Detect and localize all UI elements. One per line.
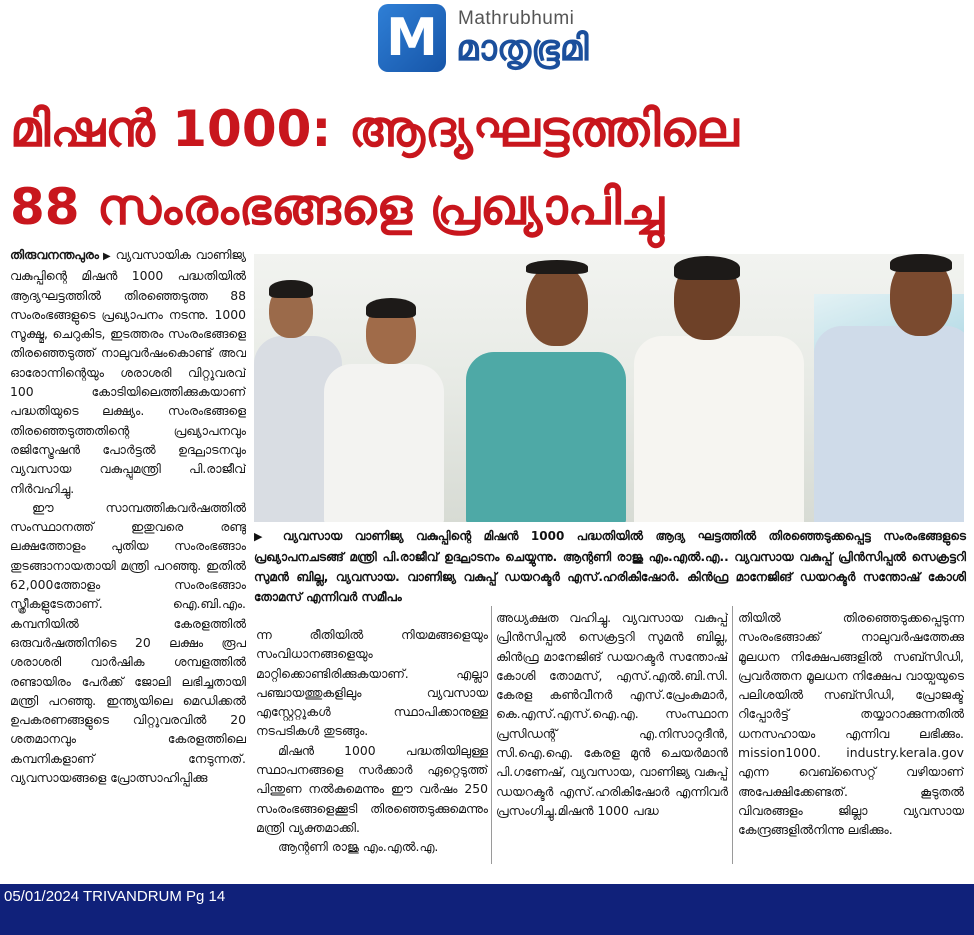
article-paragraph: ന്ന രീതിയിൽ നിയമങ്ങളെയും സംവിധാനങ്ങളെയും മാറ്റിക്കൊണ്ടിരിക്കുകയാണ്. എല്ലാ പഞ്ചായത്തുകളിലും വ്യവസായ എസ്റ്റേറ്റുകൾ സ്ഥാപിക്കാനുള്ള നടപടികൾ തുടങ്ങും. — [256, 627, 488, 739]
photo-caption — [254, 526, 966, 607]
caption-play-icon: ▶ — [254, 530, 283, 543]
headline — [10, 90, 960, 246]
article-column-1 — [10, 245, 246, 865]
article-paragraph: ആന്റണി രാജു എം.എൽ.എ. — [278, 839, 439, 855]
logo-malayalam-wordmark: മാതൃഭൂമി — [456, 28, 589, 69]
article-paragraph: തിയിൽ തിരഞ്ഞെടുക്കപ്പെടുന്ന സംരംഭങ്ങ‌ാക്ക് നാലുവർഷത്തേക്കു മൂലധന നിക്ഷേപങ്ങളിൽ സബ്സിഡി, പ്രവർത്തന മൂലധന നിക്ഷേപ വായ്പയുടെ പലിശയിൽ സബ്സിഡി, പ്രോജക്ട് റിപ്പോർട്ട് തയ്യാറാക്കുന്നതിൽ ധനസഹായം എന്നിവ ലഭിക്കും. mission1000. industry.kerala.gov എന്ന വെബ്സൈറ്റ് വഴിയാണ് അപേക്ഷിക്കേണ്ടത്. കൂടുതൽ വിവരങ്ങളം ജില്ലാ വ്യവസായ കേന്ദ്രങ്ങളിൽനിന്നു ലഭിക്കും. — [738, 610, 964, 838]
article-column-4 — [738, 608, 964, 865]
column-divider — [491, 606, 492, 864]
paragraph-text: വ്യവസായിക വാണിജ്യ വകുപ്പിന്റെ മിഷൻ 1000 പദ്ധതിയിൽ ആദ്യഘട്ടത്തിൽ തിരഞ്ഞെടുത്ത 88 സംരംഭങ്ങളുടെ പ്രഖ്യാപനം നടന്നു. 1000 സൂക്ഷ്മ, ചെറുകിട, ഇടത്തരം സംരംഭങ്ങളെ തിരഞ്ഞെടുത്ത് നാലുവർഷംകൊണ്ട് അവ ഓരോന്നിന്റെയും ശരാശരി വിറ്റുവരവ് 100 കോടിയിലെത്തിക്കുകയാണ് പദ്ധതിയുടെ ലക്ഷ്യം. സംരംഭങ്ങളെ തിരഞ്ഞെടുത്തതിന്റെ പ്രഖ്യാപനവും രജിസ്ട്രേഷൻ പോർട്ടൽ ഉദ്ഘാടനവും വ്യവസായ വകുപ്പുമന്ത്രി പി.രാജീവ് നിർവഹിച്ചു. — [10, 247, 246, 496]
caption-text: വ്യവസായ വാണിജ്യ വകുപ്പിന്റെ മിഷൻ 1000 പദ്ധതിയിൽ ആദ്യ ഘട്ടത്തിൽ തിരഞ്ഞെടുക്കപ്പെട്ട സംരംഭങ്ങളുടെ പ്രഖ്യാപനചടങ്ങ് മന്ത്രി പി.രാജീവ് ഉദ്ഘാടനം ചെയ്യുന്നു. ആന്റണി രാജു എം.എൽ.എ.. വ്യവസായ വകുപ്പ് പ്രിൻസിപ്പൽ സെക്രട്ടറി സുമൻ ബില്ല, വ്യവസായ. വാണിജ്യ വകുപ്പ് ഡയറക്ടർ എസ്.ഹരികിഷോർ. കിൻഫ്ര മാനേജിങ് ഡയറക്ടർ സന്തോഷ് കോശി തോമസ് എന്നിവർ സമീപം — [254, 529, 966, 604]
article-paragraph — [10, 245, 246, 498]
article-column-3 — [496, 608, 728, 865]
article-column-2 — [256, 625, 488, 865]
article-paragraph: മിഷൻ 1000 പദ്ധതിയിലുള്ള സ്ഥാപനങ്ങളെ സർക്കാർ ഏറ്റെടുത്ത് പിന്തുണ നൽകുമെന്നും ഈ വർഷം 250 സംരംഭങ്ങളെക്കൂടി തിരഞ്ഞെടുക്കുമെന്നും മന്ത്രി വ്യക്തമാക്കി. — [256, 742, 488, 835]
logo-english-wordmark: Mathrubhumi — [458, 8, 575, 29]
article-paragraph: അധ്യക്ഷത വഹിച്ചു. വ്യവസായ വകുപ്പ് പ്രിൻസിപ്പൽ സെക്രട്ടറി സുമൻ ബില്ല, കിൻഫ്ര മാനേജിങ് ഡയറക്ടർ സന്തോഷ് കോശി തോമസ്, എസ്.എൽ.ബി.സി. കേരള കൺവീനർ എസ്.പ്രേംകുമാർ, കെ.എസ്.എസ്.ഐ.എ. സംസ്ഥാന പ്രസിഡന്റ് എ.നിസാറുദീൻ, സി.ഐ.ഐ. കേരള മുൻ ചെയർമാൻ പി.ഗണേഷ്, വ്യവസായ, വാണിജ്യ വകുപ്പ് ഡയറക്ടർ എസ്.ഹരികിഷോർ എന്നിവർ പ്രസംഗിച്ചു.മിഷൻ 1000 പദ്ധ — [496, 610, 728, 818]
headline-line-2: 88 സംരംഭങ്ങളെ പ്രഖ്യാപിച്ചു — [10, 178, 664, 236]
edition-date-page: 05/01/2024 TRIVANDRUM Pg 14 — [4, 888, 226, 905]
mathrubhumi-logo — [378, 4, 668, 76]
headline-line-1: മിഷൻ 1000: ആദ്യഘട്ടത്തിലെ — [10, 100, 739, 158]
dateline: തിരുവനന്തപുരം — [10, 247, 99, 262]
masthead — [0, 0, 974, 82]
logo-m-icon: M — [378, 4, 446, 72]
edition-footer — [0, 884, 974, 935]
column-divider — [732, 606, 733, 864]
dateline-arrow-icon: ▶ — [98, 251, 116, 262]
article-paragraph: ഈ സാമ്പത്തികവർഷത്തിൽ സംസ്ഥാനത്ത് ഇതുവരെ രണ്ടു ലക്ഷത്തോളം പുതിയ സംരംഭങ്ങ‌ാം തുടങ്ങാനായതായി മന്ത്രി പറഞ്ഞു. ഇതിൽ 62,000ത്തോളം സംരംഭങ്ങ‌ാം സ്ത്രീകളുടേതാണ്. ഐ.ബി.എം. കമ്പനിയിൽ കേരളത്തിൽ ഒരുവർഷത്തിനിടെ 20 ലക്ഷം രൂപ ശരാശരി വാർഷിക ശമ്പളത്തിൽ രണ്ടായിരം പേർക്ക് ജോലി ലഭിച്ചതായി മന്ത്രി പറഞ്ഞു. ഇന്ത്യയിലെ മെഡിക്കൽ ഉപകരണങ്ങളുടെ വിറ്റുവരവിൽ 20 ശതമാനവും കേരളത്തിലെ കമ്പനികളാണ് നേടുന്നത്. വ്യവസായങ്ങളെ പ്രോത്സാഹിപ്പിക്കു — [10, 499, 246, 786]
news-photo — [254, 254, 964, 522]
